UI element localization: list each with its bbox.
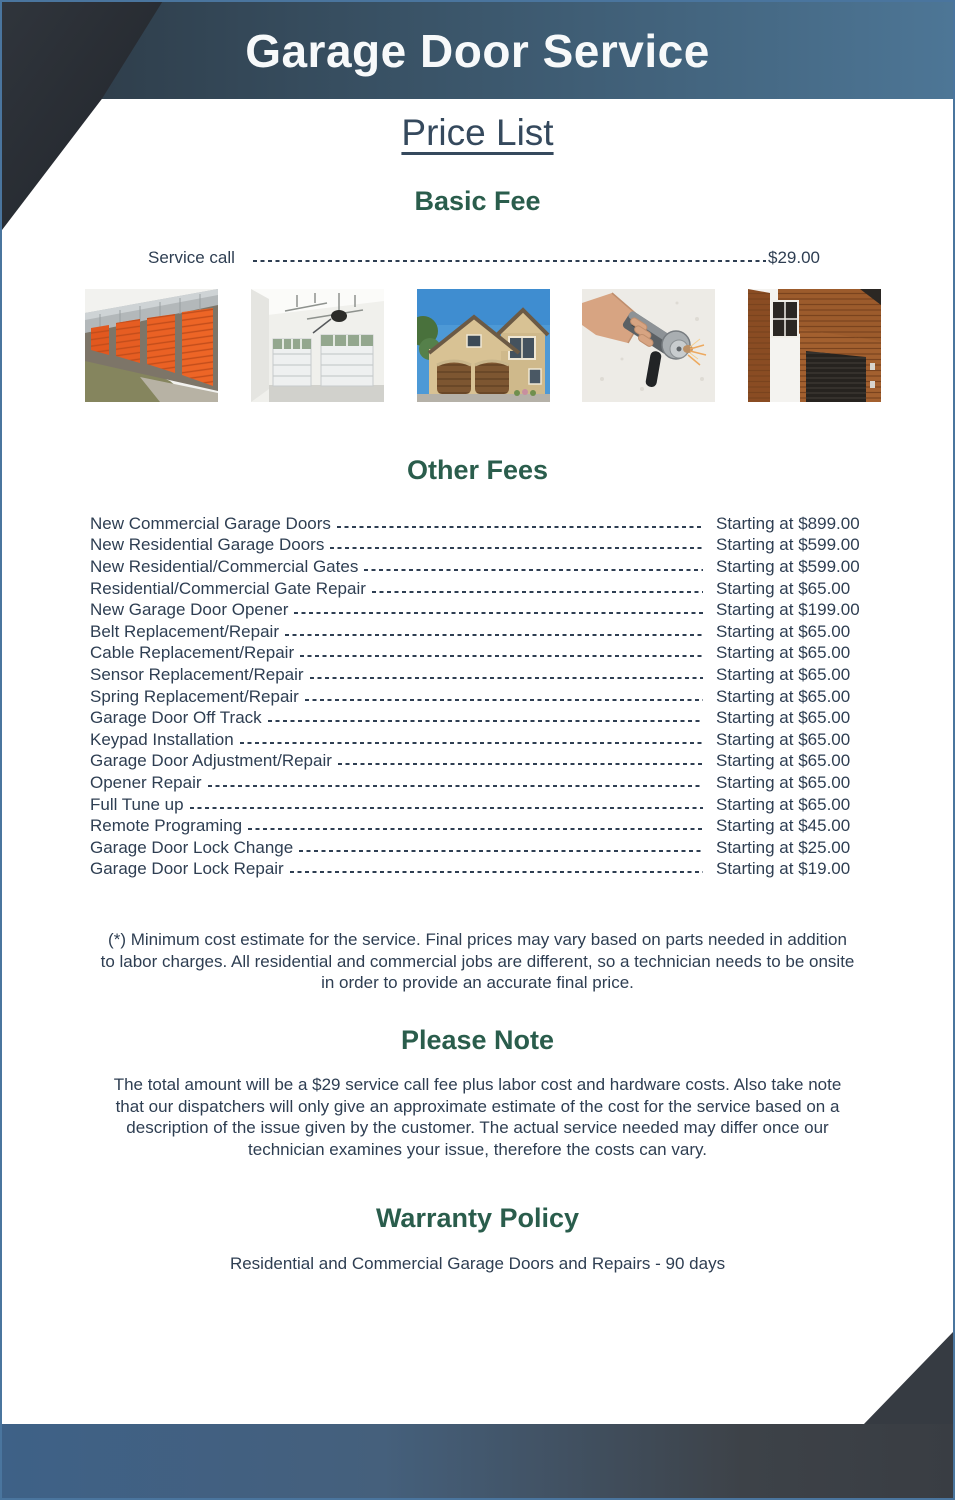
dash-leader [310, 677, 703, 679]
fee-label: Belt Replacement/Repair [90, 621, 279, 641]
fee-price: Starting at $65.00 [716, 751, 851, 771]
fee-label: New Commercial Garage Doors [90, 513, 331, 533]
please-note-text: The total amount will be a $29 service call fee plus labor cost and hardware costs. Also take note that our dispatchers will only give an approximate estimate of the cost for the service based on a description of the issue given by the customer. The actual service needed may differ once our technician examines your issue, therefore the costs can vary. [113, 1075, 842, 1159]
garage-interior-photo [251, 289, 384, 402]
house-exterior-photo [417, 289, 550, 402]
service-call-row [148, 245, 820, 271]
fee-row [90, 513, 878, 535]
fee-price: Starting at $45.00 [716, 816, 851, 836]
dash-leader [253, 260, 766, 262]
fee-price: Starting at $65.00 [716, 708, 851, 728]
basic-fee-heading: Basic Fee [414, 186, 541, 216]
fee-row [90, 859, 878, 881]
dash-leader [364, 569, 703, 571]
grinder-repair-photo [582, 289, 715, 402]
dash-leader [337, 526, 703, 528]
fee-row [90, 556, 878, 578]
fee-label: Residential/Commercial Gate Repair [90, 578, 366, 598]
dash-leader [372, 591, 703, 593]
dash-leader [338, 763, 703, 765]
dash-leader [268, 720, 703, 722]
fee-price: Starting at $65.00 [716, 729, 851, 749]
fee-row [90, 664, 878, 686]
fee-label: Garage Door Adjustment/Repair [90, 751, 332, 771]
fee-label: Garage Door Lock Change [90, 837, 294, 857]
dash-leader [290, 871, 703, 873]
fee-row [90, 621, 878, 643]
dash-leader [330, 547, 703, 549]
please-note-heading: Please Note [400, 1025, 555, 1055]
dash-leader [248, 828, 703, 830]
fee-label: Garage Door Lock Repair [90, 859, 284, 879]
bottom-bar [2, 1424, 953, 1500]
dash-leader [300, 655, 703, 657]
fee-row [90, 837, 878, 859]
fee-row [90, 707, 878, 729]
fee-row [90, 578, 878, 600]
fee-row [90, 535, 878, 557]
fee-label: Opener Repair [90, 772, 202, 792]
bottom-right-corner-shape [863, 1332, 953, 1425]
photo-strip [85, 289, 881, 402]
fee-price: Starting at $65.00 [716, 578, 851, 598]
fee-price: Starting at $599.00 [716, 535, 860, 555]
fee-label: New Residential/Commercial Gates [90, 556, 359, 576]
fee-row [90, 643, 878, 665]
fee-label: Sensor Replacement/Repair [90, 664, 304, 684]
fee-price: Starting at $65.00 [716, 621, 851, 641]
fee-label: Remote Programing [90, 816, 243, 836]
fee-price: Starting at $65.00 [716, 643, 851, 663]
fee-row [90, 815, 878, 837]
disclaimer-text: (*) Minimum cost estimate for the service. Final prices may vary based on parts needed in addition to labor charges. All residential and commercial jobs are different, so a technician needs to be onsite in order to provide an accurate final price. [100, 930, 855, 992]
dash-leader [285, 634, 703, 636]
fee-price: Starting at $65.00 [716, 794, 851, 814]
fee-price: Starting at $19.00 [716, 859, 851, 879]
dash-leader [294, 612, 703, 614]
fee-price: Starting at $599.00 [716, 556, 860, 576]
fee-label: Full Tune up [90, 794, 184, 814]
dash-leader [208, 785, 703, 787]
dash-leader [305, 699, 703, 701]
fee-label: Spring Replacement/Repair [90, 686, 299, 706]
fee-price: Starting at $25.00 [716, 837, 851, 857]
warranty-text: Residential and Commercial Garage Doors and Repairs - 90 days [229, 1254, 726, 1273]
fee-list [90, 513, 878, 880]
service-call-label: Service call [148, 248, 235, 267]
fee-row [90, 729, 878, 751]
fee-row [90, 794, 878, 816]
fee-price: Starting at $65.00 [716, 686, 851, 706]
storage-units-photo [85, 289, 218, 402]
price-list-title: Price List [401, 112, 554, 153]
fee-price: Starting at $65.00 [716, 664, 851, 684]
fee-label: Cable Replacement/Repair [90, 643, 295, 663]
dash-leader [299, 850, 703, 852]
fee-row [90, 686, 878, 708]
fee-row [90, 772, 878, 794]
fee-label: Keypad Installation [90, 729, 234, 749]
page-title: Garage Door Service [245, 24, 710, 77]
dash-leader [240, 742, 703, 744]
warranty-heading: Warranty Policy [375, 1203, 580, 1233]
dash-leader [190, 807, 703, 809]
fee-price: Starting at $899.00 [716, 513, 860, 533]
modern-garage-photo [748, 289, 881, 402]
fee-price: Starting at $65.00 [716, 772, 851, 792]
other-fees-heading: Other Fees [406, 455, 549, 485]
fee-label: Garage Door Off Track [90, 708, 262, 728]
service-call-price: $29.00 [768, 248, 820, 267]
fee-price: Starting at $199.00 [716, 600, 860, 620]
fee-label: New Garage Door Opener [90, 600, 289, 620]
fee-row [90, 599, 878, 621]
fee-row [90, 751, 878, 773]
fee-label: New Residential Garage Doors [90, 535, 325, 555]
